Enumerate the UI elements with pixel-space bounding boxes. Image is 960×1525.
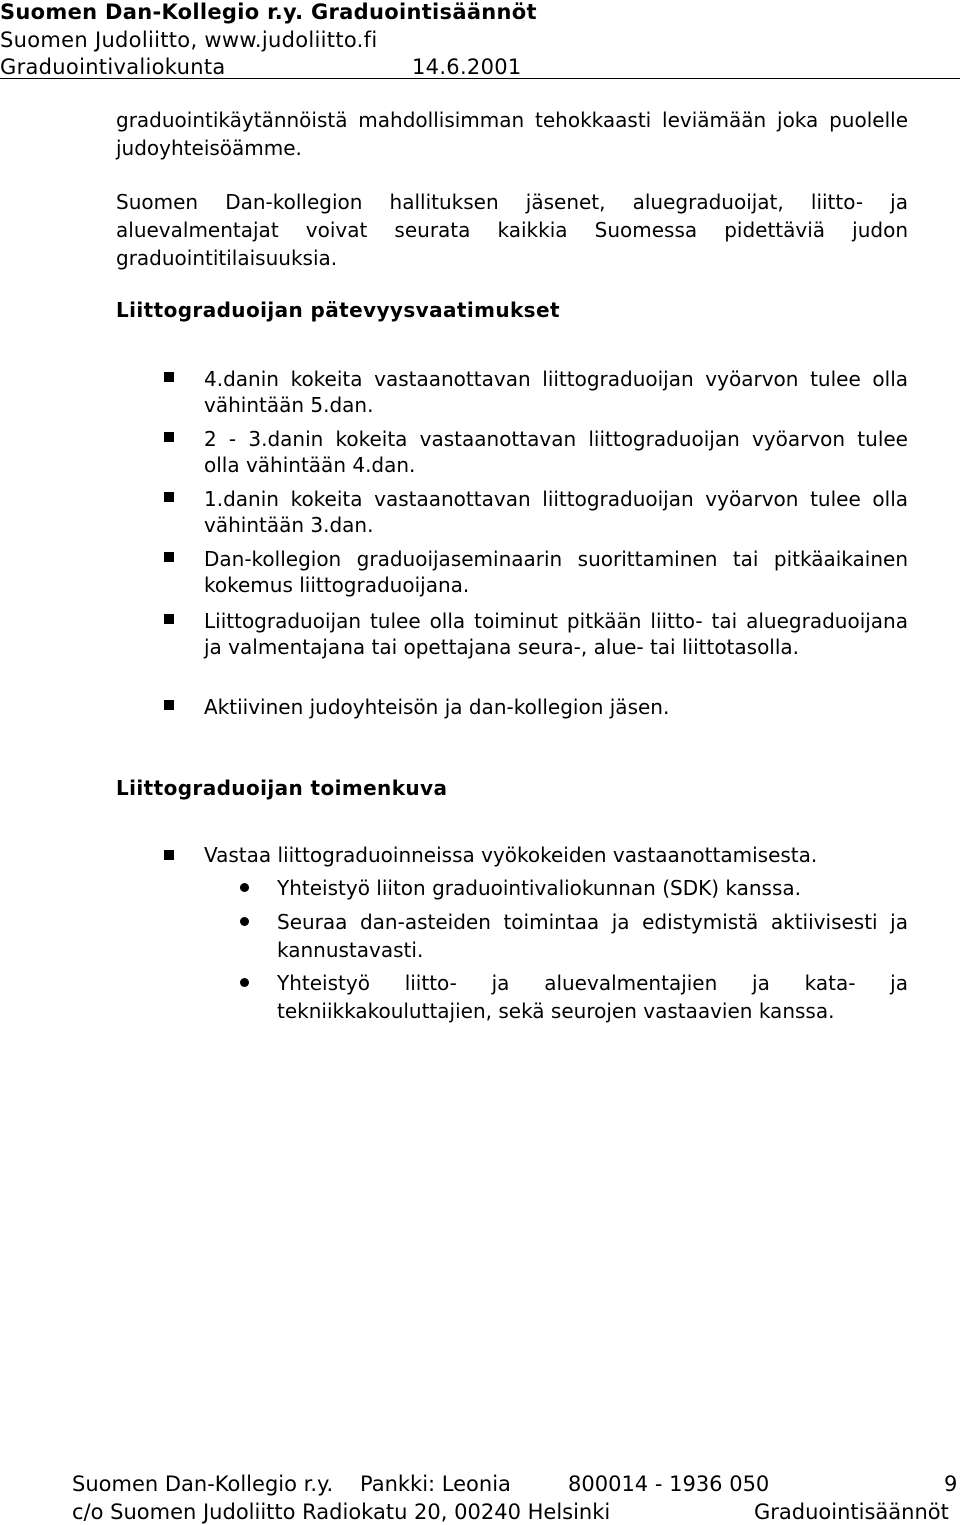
square-bullet-icon — [164, 432, 174, 442]
section-heading-duties: Liittograduoijan toimenkuva — [116, 776, 448, 800]
header-title: Suomen Dan-Kollegio r.y. Graduointisäännöt — [0, 0, 537, 24]
square-bullet-icon — [164, 492, 174, 502]
list-item: Dan-kollegion graduoijaseminaarin suorittaminen tai pitkäaikainen kokemus liittograduoijana. — [204, 547, 908, 597]
square-bullet-icon — [164, 372, 174, 382]
list-item: 1.danin kokeita vastaanottavan liittograduoijan vyöarvon tulee olla vähintään 3.dan. — [204, 487, 908, 537]
header-date: 14.6.2001 — [412, 55, 522, 79]
footer-org: Suomen Dan-Kollegio r.y. — [72, 1472, 334, 1496]
round-bullet-icon — [240, 917, 249, 926]
square-bullet-icon — [164, 552, 174, 562]
round-bullet-icon — [240, 883, 249, 892]
header-subtitle: Suomen Judoliitto, www.judoliitto.fi — [0, 28, 378, 52]
square-bullet-icon — [164, 614, 174, 624]
header-committee: Graduointivaliokunta — [0, 55, 226, 79]
list-item: Vastaa liittograduoinneissa vyökokeiden vastaanottamisesta. — [204, 843, 818, 867]
paragraph-members: Suomen Dan-kollegion hallituksen jäsenet, aluegraduoijat, liitto- ja aluevalmentajat voivat seurata kaikkia Suomessa pidettäviä judon graduointitilaisuuksia. — [116, 190, 908, 270]
sub-list-item: Yhteistyö liiton graduointivaliokunnan (SDK) kanssa. — [277, 876, 801, 900]
page-number: 9 — [944, 1472, 958, 1496]
paragraph-intro: graduointikäytännöistä mahdollisimman tehokkaasti leviämään joka puolelle judoyhteisöämme. — [116, 108, 908, 160]
list-item: Aktiivinen judoyhteisön ja dan-kollegion jäsen. — [204, 695, 670, 719]
footer-address: c/o Suomen Judoliitto Radiokatu 20, 00240 Helsinki — [72, 1500, 611, 1524]
square-bullet-icon — [164, 700, 174, 710]
list-item: 4.danin kokeita vastaanottavan liittograduoijan vyöarvon tulee olla vähintään 5.dan. — [204, 367, 908, 417]
list-item: Liittograduoijan tulee olla toiminut pitkään liitto- tai aluegraduoijana ja valmentajana tai opettajana seura-, alue- tai liittotasolla. — [204, 609, 908, 659]
list-item: 2 - 3.danin kokeita vastaanottavan liittograduoijan vyöarvon tulee olla vähintään 4.dan. — [204, 427, 908, 477]
header-meta-row — [0, 55, 960, 79]
sub-list-item: Yhteistyö liitto- ja aluevalmentajien ja kata- ja tekniikkakouluttajien, sekä seurojen vastaavien kanssa. — [277, 971, 908, 1023]
footer-doc-title: Graduointisäännöt — [754, 1500, 949, 1524]
square-bullet-icon — [164, 850, 174, 860]
sub-list-item: Seuraa dan-asteiden toimintaa ja edistymistä aktiivisesti ja kannustavasti. — [277, 910, 908, 962]
footer-account: 800014 - 1936 050 — [568, 1472, 770, 1496]
footer-bank: Pankki: Leonia — [360, 1472, 511, 1496]
header-divider — [0, 78, 960, 79]
section-heading-requirements: Liittograduoijan pätevyysvaatimukset — [116, 298, 560, 322]
round-bullet-icon — [240, 978, 249, 987]
